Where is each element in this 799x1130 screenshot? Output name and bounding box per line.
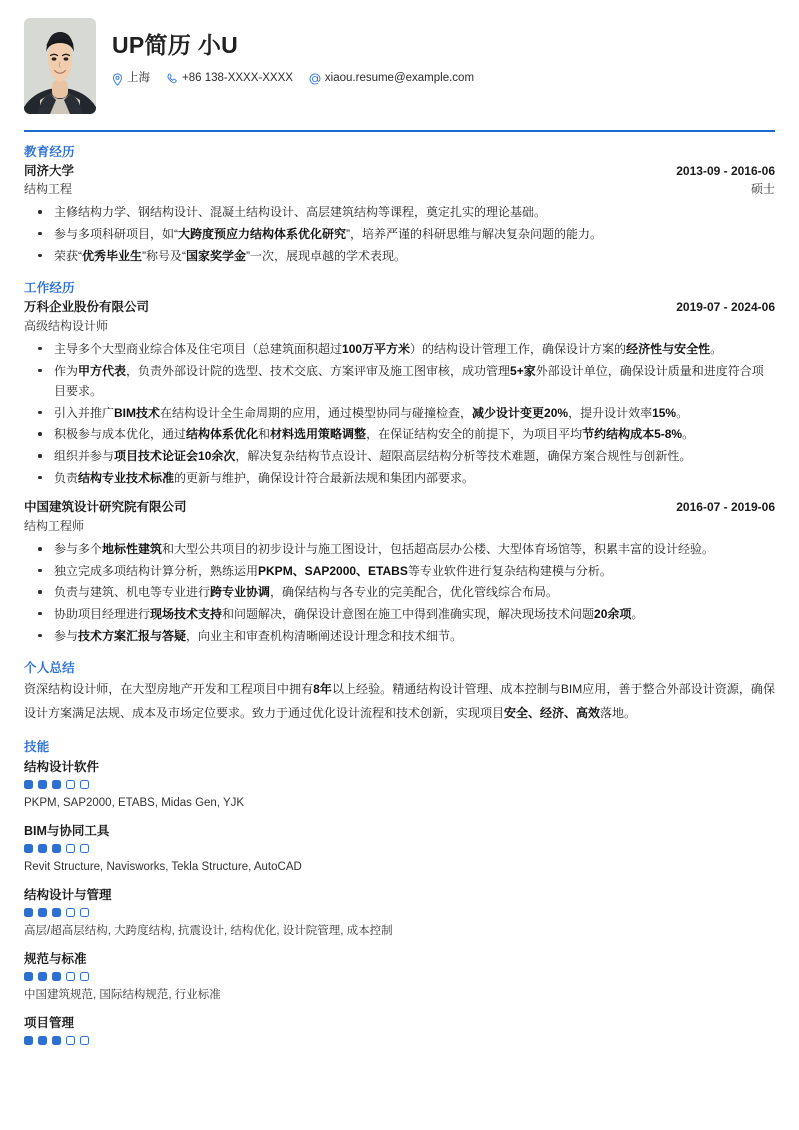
page-title: UP简历 小U xyxy=(112,32,239,58)
skill-item xyxy=(24,821,775,875)
skill-dot-filled xyxy=(38,780,47,789)
skill-item xyxy=(24,949,775,1003)
section-summary xyxy=(24,658,775,725)
skill-item xyxy=(24,757,775,811)
email-at-icon xyxy=(309,73,321,85)
contact-phone xyxy=(166,73,293,85)
skill-dot-filled xyxy=(38,972,47,981)
skill-dot-empty xyxy=(80,844,89,853)
skills-list xyxy=(24,757,775,1045)
skill-items-text: PKPM, SAP2000, ETABS, Midas Gen, YJK xyxy=(24,796,245,809)
work-role: 结构工程师 xyxy=(24,519,85,533)
contact-phone-text: +86 138-XXXX-XXXX xyxy=(182,72,293,85)
skill-dot-empty xyxy=(66,908,75,917)
resume-header xyxy=(24,18,775,124)
phone-icon xyxy=(166,73,178,85)
header-divider xyxy=(24,130,775,132)
skill-dot-empty xyxy=(80,780,89,789)
summary-text: 资深结构设计师，在大型房地产开发和工程项目中拥有8年以上经验。精通结构设计管理、成本控制与BIM应用，善于整合外部设计资源，确保设计方案满足法规、成本及市场定位要求。致力于通过优化设计流程和技术创新，实现项目安全、经济、高效落地。 xyxy=(24,682,775,720)
skill-dot-empty xyxy=(66,1036,75,1045)
education-major: 结构工程 xyxy=(24,182,73,197)
skill-level-dots xyxy=(24,1036,775,1045)
skill-level-dots xyxy=(24,972,775,981)
education-entry-subheader xyxy=(24,180,775,198)
contact-email-text: xiaou.resume@example.com xyxy=(324,72,475,85)
skill-dot-filled xyxy=(52,1036,61,1045)
work-entry xyxy=(24,498,775,646)
skill-name: 结构设计软件 xyxy=(24,759,100,774)
skill-dot-filled xyxy=(52,780,61,789)
education-date: 2013-09 - 2016-06 xyxy=(676,163,775,178)
skill-dot-empty xyxy=(66,780,75,789)
skill-item xyxy=(24,1013,775,1045)
contact-location xyxy=(112,73,150,86)
bullet-item: 参与多项科研项目，如“大跨度预应力结构体系优化研究”，培养严谨的科研思维与解决复杂问题的能力。 xyxy=(24,224,775,245)
section-title-education: 教育经历 xyxy=(24,144,75,159)
section-title-work: 工作经历 xyxy=(24,281,75,296)
skill-dot-filled xyxy=(24,908,33,917)
skill-dot-filled xyxy=(24,1036,33,1045)
work-role: 高级结构设计师 xyxy=(24,318,109,333)
skill-items-text: Revit Structure, Navisworks, Tekla Structure, AutoCAD xyxy=(24,861,302,873)
education-school: 同济大学 xyxy=(24,163,75,178)
skill-level-dots xyxy=(24,844,775,853)
bullet-item: 主修结构力学、钢结构设计、混凝土结构设计、高层建筑结构等课程，奠定扎实的理论基础。 xyxy=(24,202,775,223)
skill-dot-empty xyxy=(80,1036,89,1045)
contact-email xyxy=(309,73,474,85)
bullet-item: 协助项目经理进行现场技术支持和问题解决，确保设计意图在施工中得到准确实现，解决现场技术问题20余项。 xyxy=(24,604,775,625)
bullet-item: 参与多个地标性建筑和大型公共项目的初步设计与施工图设计，包括超高层办公楼、大型体育场馆等，积累丰富的设计经验。 xyxy=(24,539,775,560)
skill-items-text: 中国建筑规范, 国际结构规范, 行业标准 xyxy=(24,989,221,1002)
work-company: 中国建筑设计研究院有限公司 xyxy=(24,500,187,515)
work-company: 万科企业股份有限公司 xyxy=(24,300,150,315)
bullet-item: 参与技术方案汇报与答疑，向业主和审查机构清晰阐述设计理念和技术细节。 xyxy=(24,626,775,647)
bullet-item: 独立完成多项结构计算分析，熟练运用PKPM、SAP2000、ETABS等专业软件进行复杂结构建模与分析。 xyxy=(24,561,775,582)
section-work xyxy=(24,278,775,646)
contact-row xyxy=(112,73,775,86)
skill-dot-empty xyxy=(80,972,89,981)
work-date: 2019-07 - 2024-06 xyxy=(676,300,775,315)
identity-block xyxy=(112,18,775,86)
education-degree: 硕士 xyxy=(750,182,775,197)
contact-location-text: 上海 xyxy=(127,72,150,85)
education-entry xyxy=(24,162,775,267)
bullet-item: 组织并参与项目技术论证会10余次，解决复杂结构节点设计、超限高层结构分析等技术难题，确保方案合规性与创新性。 xyxy=(24,446,775,467)
skill-name: BIM与协同工具 xyxy=(24,824,110,838)
skill-dot-filled xyxy=(52,908,61,917)
work-entry-header xyxy=(24,298,775,317)
work-entry xyxy=(24,298,775,488)
skill-dot-filled xyxy=(24,972,33,981)
work-entry-subheader xyxy=(24,517,775,535)
section-education xyxy=(24,142,775,267)
skill-name: 结构设计与管理 xyxy=(24,888,112,903)
location-pin-icon xyxy=(112,73,123,86)
work-entry-header xyxy=(24,498,775,517)
skill-items-text: 高层/超高层结构, 大跨度结构, 抗震设计, 结构优化, 设计院管理, 成本控制 xyxy=(24,925,393,938)
section-title-skills: 技能 xyxy=(24,739,50,754)
skill-dot-filled xyxy=(52,972,61,981)
bullet-item: 积极参与成本优化，通过结构体系优化和材料选用策略调整，在保证结构安全的前提下，为项目平均节约结构成本5-8%。 xyxy=(24,424,775,445)
work-date: 2016-07 - 2019-06 xyxy=(676,500,775,515)
skill-dot-empty xyxy=(66,972,75,981)
skill-dot-filled xyxy=(24,844,33,853)
skill-item xyxy=(24,885,775,939)
skill-dot-empty xyxy=(80,908,89,917)
bullet-item: 引入并推广BIM技术在结构设计全生命周期的应用，通过模型协同与碰撞检查，减少设计变更20%，提升设计效率15%。 xyxy=(24,403,775,424)
skill-name: 项目管理 xyxy=(24,1016,75,1031)
skill-dot-empty xyxy=(66,844,75,853)
skill-dot-filled xyxy=(38,844,47,853)
work-entry-subheader xyxy=(24,317,775,335)
skill-dot-filled xyxy=(38,908,47,917)
skill-dot-filled xyxy=(38,1036,47,1045)
bullet-item: 主导多个大型商业综合体及住宅项目（总建筑面积超过100万平方米）的结构设计管理工作，确保设计方案的经济性与安全性。 xyxy=(24,339,775,360)
bullet-item: 负责与建筑、机电等专业进行跨专业协调，确保结构与各专业的完美配合，优化管线综合布局。 xyxy=(24,582,775,603)
section-skills xyxy=(24,737,775,1045)
work-bullets xyxy=(24,339,775,488)
skill-level-dots xyxy=(24,780,775,789)
education-entry-header xyxy=(24,162,775,181)
skill-name: 规范与标准 xyxy=(24,952,87,967)
work-bullets xyxy=(24,539,775,646)
skill-dot-filled xyxy=(24,780,33,789)
section-title-summary: 个人总结 xyxy=(24,661,75,676)
avatar xyxy=(24,18,96,114)
bullet-item: 作为甲方代表，负责外部设计院的选型、技术交底、方案评审及施工图审核，成功管理5+家外部设计单位，确保设计质量和进度符合项目要求。 xyxy=(24,361,775,402)
bullet-item: 负责结构专业技术标准的更新与维护，确保设计符合最新法规和集团内部要求。 xyxy=(24,468,775,489)
skill-dot-filled xyxy=(52,844,61,853)
education-bullets xyxy=(24,202,775,266)
skill-level-dots xyxy=(24,908,775,917)
bullet-item: 荣获“优秀毕业生”称号及“国家奖学金”一次，展现卓越的学术表现。 xyxy=(24,246,775,267)
